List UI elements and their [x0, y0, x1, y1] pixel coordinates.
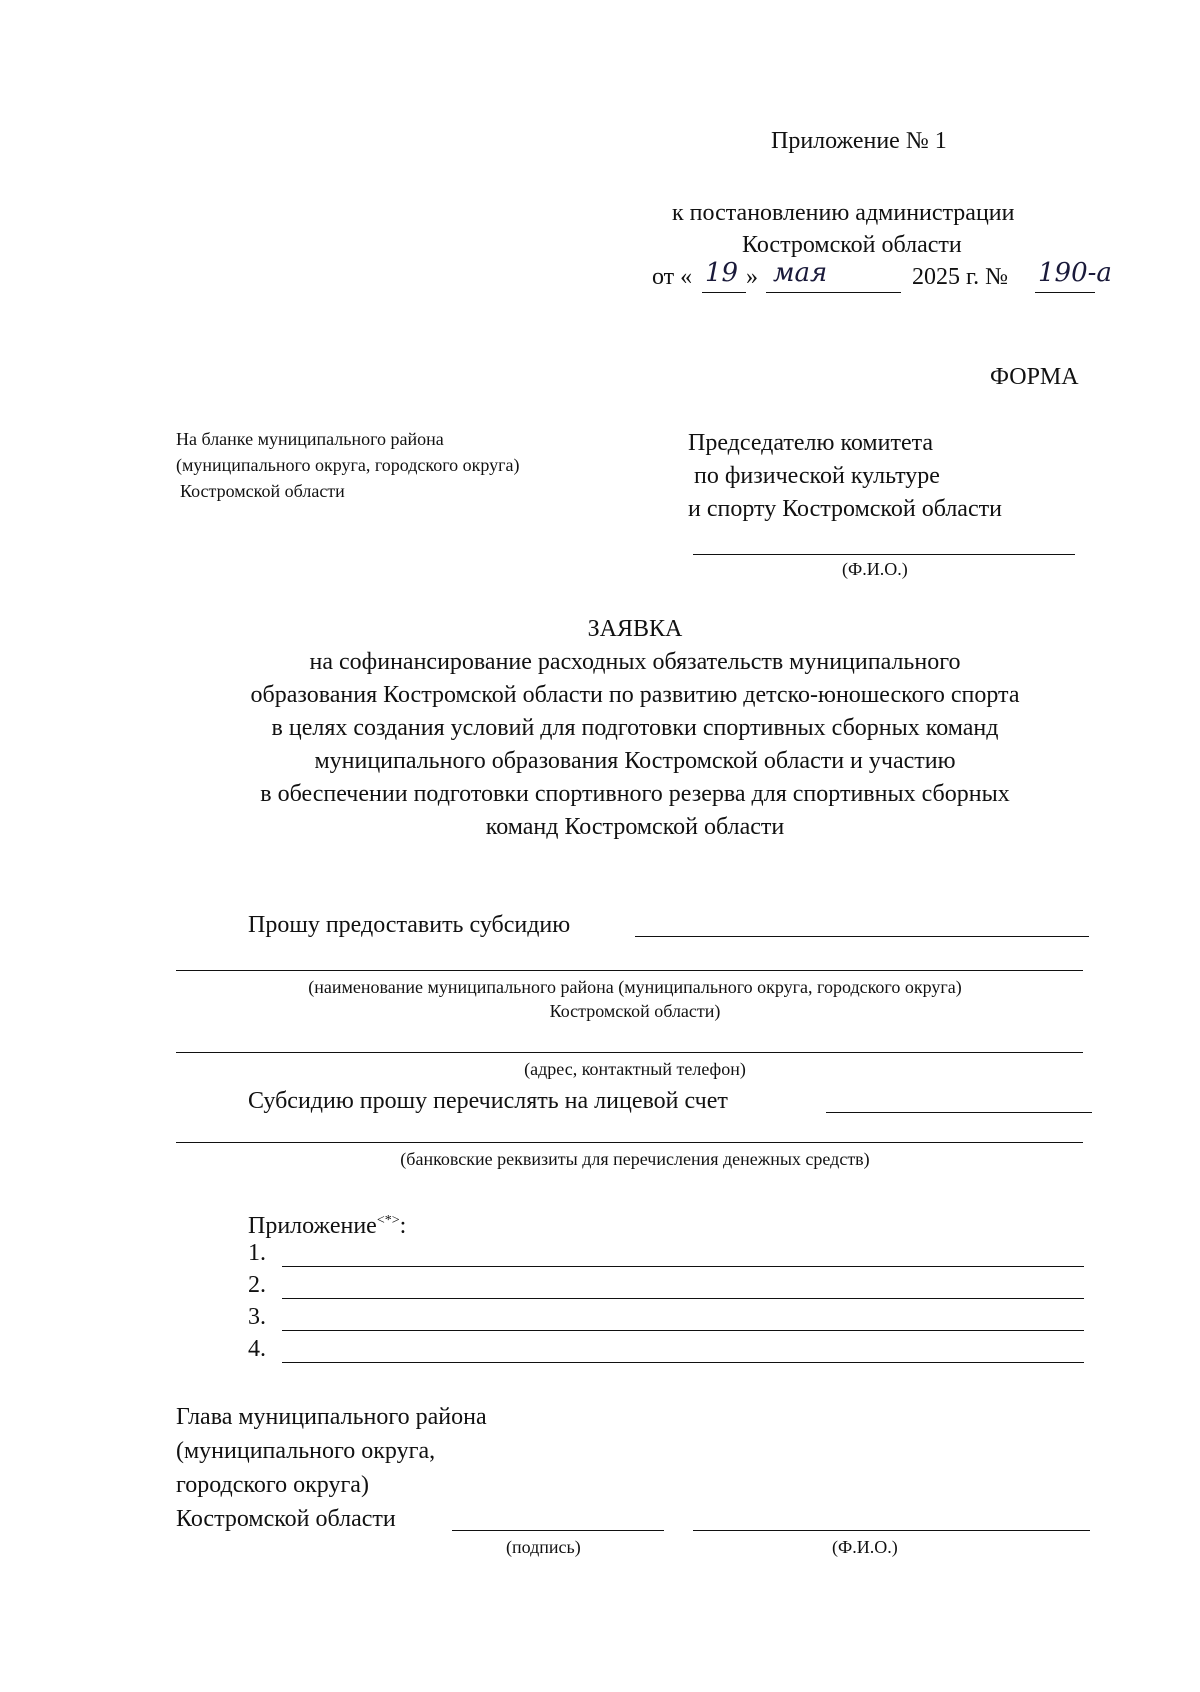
addressee-line-2: по физической культуре	[694, 463, 940, 489]
signatory-line-4: Костромской области	[176, 1506, 396, 1532]
attachment-item-1: 1.	[248, 1240, 266, 1266]
date-prefix: от «	[652, 264, 693, 290]
form-label: ФОРМА	[990, 364, 1079, 390]
title-line-3: в целях создания условий для подготовки спортивных сборных команд	[271, 715, 999, 741]
addressee-line-3: и спорту Костромской области	[688, 496, 1002, 522]
letterhead-line-3: Костромской области	[180, 481, 345, 501]
decree-line-2: Костромской области	[742, 232, 962, 258]
attachments-label: Приложение<*>:	[248, 1213, 407, 1239]
name-caption-line-2: Костромской области)	[549, 1001, 721, 1021]
decree-number-underline	[1035, 292, 1095, 293]
signatory-fio-line[interactable]	[693, 1530, 1090, 1531]
municipality-name-line[interactable]	[176, 970, 1083, 971]
attachment-item-2-line[interactable]	[282, 1298, 1084, 1299]
title-heading: ЗАЯВКА	[587, 616, 683, 642]
date-month-underline	[766, 292, 901, 293]
title-line-1: на софинансирование расходных обязательств муниципального	[309, 649, 961, 675]
letterhead-line-1: На бланке муниципального района	[176, 429, 444, 449]
address-caption: (адрес, контактный телефон)	[524, 1059, 746, 1079]
request-fill-line[interactable]	[635, 936, 1089, 937]
account-fill-line[interactable]	[826, 1112, 1092, 1113]
attachment-item-1-line[interactable]	[282, 1266, 1084, 1267]
bank-details-line[interactable]	[176, 1142, 1083, 1143]
addressee-line-1: Председателю комитета	[688, 430, 934, 456]
attachment-item-3-line[interactable]	[282, 1330, 1084, 1331]
signatory-line-3: городского округа)	[176, 1472, 369, 1498]
signature-line[interactable]	[452, 1530, 664, 1531]
signatory-line-1: Глава муниципального района	[176, 1404, 487, 1430]
title-line-4: муниципального образования Костромской области и участию	[314, 748, 956, 774]
title-line-5: в обеспечении подготовки спортивного резерва для спортивных сборных	[260, 781, 1010, 807]
appendix-title: Приложение № 1	[771, 128, 947, 154]
name-caption-line-1: (наименование муниципального района (муниципального округа, городского округа)	[308, 977, 962, 997]
attachment-item-2: 2.	[248, 1272, 266, 1298]
attachment-item-3: 3.	[248, 1304, 266, 1330]
signature-caption: (подпись)	[506, 1537, 581, 1557]
address-line[interactable]	[176, 1052, 1083, 1053]
date-year: 2025 г. №	[912, 264, 1009, 290]
bank-caption: (банковские реквизиты для перечисления денежных средств)	[400, 1149, 870, 1169]
addressee-fio-caption: (Ф.И.О.)	[842, 559, 908, 579]
title-line-6: команд Костромской области	[485, 814, 785, 840]
title-line-2: образования Костромской области по развитию детско-юношеского спорта	[250, 682, 1020, 708]
date-day-underline	[702, 292, 746, 293]
attachment-item-4: 4.	[248, 1336, 266, 1362]
date-month-handwritten: мая	[773, 258, 828, 288]
signatory-fio-caption: (Ф.И.О.)	[832, 1537, 898, 1557]
request-text: Прошу предоставить субсидию	[248, 912, 571, 938]
decree-line-1: к постановлению администрации	[672, 200, 1015, 226]
attachment-item-4-line[interactable]	[282, 1362, 1084, 1363]
decree-number-handwritten: 190-а	[1038, 258, 1112, 288]
letterhead-line-2: (муниципального округа, городского округа)	[176, 455, 520, 475]
signatory-line-2: (муниципального округа,	[176, 1438, 436, 1464]
date-day-handwritten: 19	[705, 258, 739, 288]
footnote-mark: <*>	[376, 1213, 400, 1228]
account-text: Субсидию прошу перечислять на лицевой счет	[248, 1088, 728, 1114]
date-quote-close: »	[746, 264, 758, 290]
addressee-fio-line	[693, 554, 1075, 555]
